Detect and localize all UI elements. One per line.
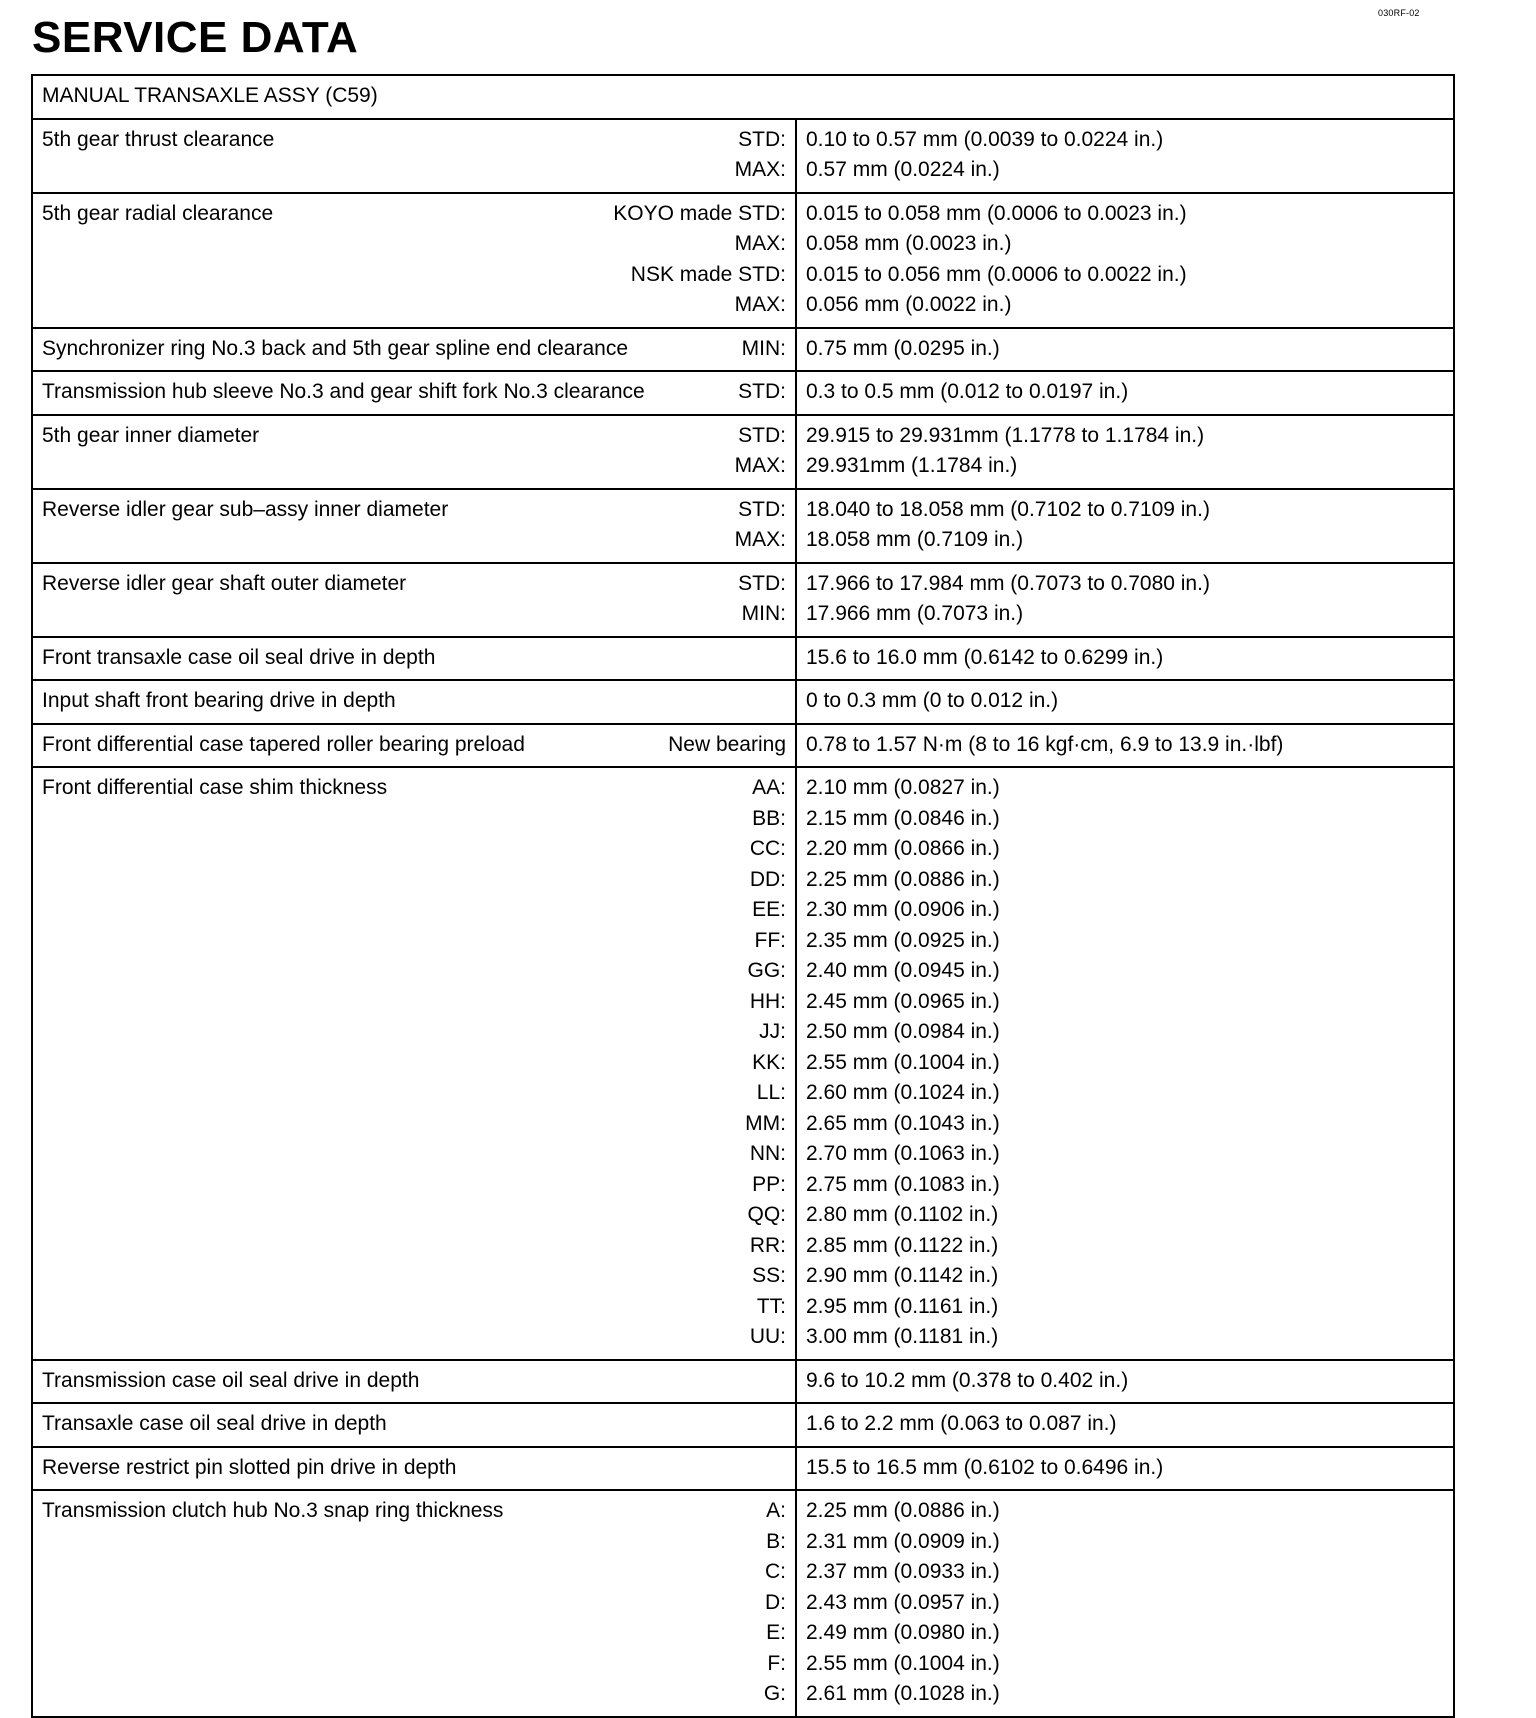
spec-qualifier: New bearing — [668, 732, 786, 756]
spec-value: 18.058 mm (0.7109 in.) — [806, 528, 1024, 551]
spec-item-cell — [32, 563, 796, 637]
spec-qualifier: KOYO made STD: — [613, 201, 786, 225]
spec-row — [32, 1360, 1454, 1404]
spec-qualifier-list — [613, 199, 786, 321]
spec-qualifier: KK: — [752, 1050, 786, 1074]
spec-item-name: 5th gear inner diameter — [42, 423, 260, 447]
spec-qualifier: PP: — [752, 1172, 786, 1196]
spec-qualifier: C: — [765, 1560, 786, 1583]
spec-value: 2.30 mm (0.0906 in.) — [806, 898, 1000, 921]
spec-value: 15.6 to 16.0 mm (0.6142 to 0.6299 in.) — [806, 645, 1164, 669]
spec-qualifier: STD: — [738, 497, 786, 521]
service-data-table — [31, 74, 1455, 1718]
spec-value-cell — [796, 637, 1454, 681]
spec-value: 2.45 mm (0.0965 in.) — [806, 989, 1000, 1013]
spec-qualifier: UU: — [749, 1325, 786, 1348]
spec-item-name: Front transaxle case oil seal drive in depth — [42, 645, 436, 669]
spec-row — [32, 637, 1454, 681]
spec-value: 2.61 mm (0.1028 in.) — [806, 1682, 1000, 1705]
spec-item-cell — [32, 415, 796, 489]
spec-qualifier: QQ: — [747, 1203, 786, 1226]
spec-qualifier: AA: — [752, 776, 786, 799]
spec-value: 0.10 to 0.57 mm (0.0039 to 0.0224 in.) — [806, 127, 1164, 151]
spec-value: 0.57 mm (0.0224 in.) — [806, 158, 1000, 181]
spec-row — [32, 767, 1454, 1360]
spec-value: 2.10 mm (0.0827 in.) — [806, 776, 1000, 799]
spec-value: 2.70 mm (0.1063 in.) — [806, 1142, 1000, 1165]
spec-value: 2.25 mm (0.0886 in.) — [806, 867, 1000, 891]
spec-value-cell — [796, 119, 1454, 193]
spec-value-cell — [796, 680, 1454, 724]
spec-qualifier: F: — [767, 1651, 786, 1675]
section-header-row — [32, 75, 1454, 119]
spec-row — [32, 489, 1454, 563]
spec-qualifier: TT: — [756, 1294, 786, 1318]
spec-row — [32, 680, 1454, 724]
spec-value: 2.20 mm (0.0866 in.) — [806, 837, 1000, 860]
spec-qualifier-list — [745, 773, 786, 1353]
spec-value: 2.43 mm (0.0957 in.) — [806, 1590, 1000, 1614]
spec-qualifier: NSK made STD: — [630, 262, 786, 286]
spec-qualifier: D: — [765, 1590, 786, 1614]
spec-value: 2.90 mm (0.1142 in.) — [806, 1264, 999, 1287]
spec-value-cell — [796, 767, 1454, 1360]
spec-qualifier: CC: — [749, 837, 786, 860]
spec-qualifier: MAX: — [734, 158, 786, 181]
spec-value: 9.6 to 10.2 mm (0.378 to 0.402 in.) — [806, 1368, 1129, 1392]
spec-qualifier: RR: — [749, 1233, 786, 1257]
spec-row — [32, 1490, 1454, 1717]
spec-value: 0.056 mm (0.0022 in.) — [806, 293, 1012, 316]
spec-qualifier-list — [735, 125, 786, 186]
spec-value: 15.5 to 16.5 mm (0.6102 to 0.6496 in.) — [806, 1455, 1164, 1479]
spec-item-name: Front differential case tapered roller bearing preload — [42, 732, 525, 756]
spec-item-name: Front differential case shim thickness — [42, 776, 388, 799]
spec-value: 29.915 to 29.931mm (1.1778 to 1.1784 in.) — [806, 423, 1205, 447]
spec-value-cell — [796, 415, 1454, 489]
spec-item-cell — [32, 371, 796, 415]
spec-value: 2.60 mm (0.1024 in.) — [806, 1081, 1000, 1104]
spec-row — [32, 193, 1454, 328]
page-title: SERVICE DATA — [32, 13, 359, 62]
spec-item-cell — [32, 767, 796, 1360]
spec-value-cell — [796, 1360, 1454, 1404]
spec-value-cell — [796, 371, 1454, 415]
spec-item-cell — [32, 193, 796, 328]
spec-value: 2.37 mm (0.0933 in.) — [806, 1560, 1000, 1583]
spec-qualifier: B: — [766, 1529, 786, 1553]
spec-qualifier: MM: — [745, 1111, 786, 1135]
spec-qualifier: MIN: — [741, 602, 786, 625]
spec-value: 17.966 mm (0.7073 in.) — [806, 602, 1024, 625]
spec-value: 1.6 to 2.2 mm (0.063 to 0.087 in.) — [806, 1412, 1117, 1435]
spec-qualifier: STD: — [738, 380, 786, 403]
spec-value-cell — [796, 1447, 1454, 1491]
spec-item-name: Reverse idler gear sub–assy inner diameter — [42, 497, 449, 521]
spec-value: 0.75 mm (0.0295 in.) — [806, 336, 1000, 360]
spec-value: 0.3 to 0.5 mm (0.012 to 0.0197 in.) — [806, 380, 1129, 403]
spec-value: 2.55 mm (0.1004 in.) — [806, 1050, 1000, 1074]
spec-value: 0.015 to 0.058 mm (0.0006 to 0.0023 in.) — [806, 201, 1187, 225]
spec-row — [32, 119, 1454, 193]
spec-value: 2.65 mm (0.1043 in.) — [806, 1111, 1000, 1135]
spec-item-cell — [32, 724, 796, 768]
spec-row — [32, 724, 1454, 768]
spec-item-name: Transaxle case oil seal drive in depth — [42, 1412, 387, 1435]
spec-value-cell — [796, 1403, 1454, 1447]
spec-qualifier: STD: — [738, 127, 786, 151]
spec-value: 2.31 mm (0.0909 in.) — [806, 1529, 1000, 1553]
spec-qualifier: LL: — [756, 1081, 786, 1104]
spec-qualifier: BB: — [752, 806, 786, 830]
spec-value-cell — [796, 328, 1454, 372]
spec-item-name: Input shaft front bearing drive in depth — [42, 689, 396, 712]
spec-value: 0.058 mm (0.0023 in.) — [806, 232, 1012, 255]
spec-value-cell — [796, 1490, 1454, 1717]
spec-row — [32, 1447, 1454, 1491]
spec-row — [32, 328, 1454, 372]
spec-qualifier-list — [764, 1496, 786, 1710]
spec-qualifier-list — [738, 377, 786, 408]
spec-item-name: Reverse idler gear shaft outer diameter — [42, 571, 407, 595]
spec-qualifier: MIN: — [741, 336, 786, 360]
spec-item-cell — [32, 489, 796, 563]
spec-qualifier-list — [742, 334, 786, 365]
spec-row — [32, 563, 1454, 637]
spec-value: 2.75 mm (0.1083 in.) — [806, 1172, 1000, 1196]
spec-value: 2.80 mm (0.1102 in.) — [806, 1203, 999, 1226]
spec-qualifier: MAX: — [734, 528, 786, 551]
spec-item-name: Synchronizer ring No.3 back and 5th gear spline end clearance — [42, 336, 629, 360]
section-title: MANUAL TRANSAXLE ASSY (C59) — [32, 75, 1454, 119]
spec-item-name: Transmission clutch hub No.3 snap ring thickness — [42, 1499, 504, 1522]
spec-qualifier: FF: — [754, 928, 786, 952]
spec-item-cell — [32, 637, 796, 681]
spec-qualifier: G: — [763, 1682, 786, 1705]
spec-item-name: Transmission case oil seal drive in depth — [42, 1368, 420, 1392]
spec-item-cell — [32, 119, 796, 193]
spec-item-name: 5th gear thrust clearance — [42, 127, 275, 151]
spec-value: 0 to 0.3 mm (0 to 0.012 in.) — [806, 689, 1059, 712]
spec-qualifier: MAX: — [734, 454, 786, 477]
spec-qualifier: MAX: — [734, 293, 786, 316]
spec-item-name: Transmission hub sleeve No.3 and gear shift fork No.3 clearance — [42, 380, 645, 403]
spec-qualifier: JJ: — [759, 1020, 786, 1043]
spec-row — [32, 371, 1454, 415]
spec-qualifier-list — [735, 495, 786, 556]
spec-value: 29.931mm (1.1784 in.) — [806, 454, 1018, 477]
spec-qualifier: SS: — [752, 1264, 786, 1287]
spec-value: 2.35 mm (0.0925 in.) — [806, 928, 1000, 952]
spec-qualifier: E: — [766, 1621, 786, 1644]
document-code: 030RF-02 — [1378, 8, 1420, 18]
spec-qualifier: NN: — [749, 1142, 786, 1165]
spec-value-cell — [796, 563, 1454, 637]
spec-value: 0.015 to 0.056 mm (0.0006 to 0.0022 in.) — [806, 262, 1187, 286]
spec-value: 2.95 mm (0.1161 in.) — [806, 1294, 999, 1318]
spec-qualifier: MAX: — [734, 232, 786, 255]
spec-item-name: Reverse restrict pin slotted pin drive in depth — [42, 1455, 457, 1479]
spec-item-cell — [32, 1447, 796, 1491]
spec-value: 2.25 mm (0.0886 in.) — [806, 1499, 1000, 1522]
spec-value: 18.040 to 18.058 mm (0.7102 to 0.7109 in.) — [806, 497, 1210, 521]
spec-value: 3.00 mm (0.1181 in.) — [806, 1325, 999, 1348]
spec-qualifier: STD: — [738, 423, 786, 447]
spec-value-cell — [796, 193, 1454, 328]
spec-qualifier: EE: — [752, 898, 786, 921]
spec-qualifier: HH: — [749, 989, 786, 1013]
service-data-table-body — [32, 75, 1454, 1717]
spec-item-cell — [32, 1490, 796, 1717]
spec-value: 2.55 mm (0.1004 in.) — [806, 1651, 1000, 1675]
spec-item-cell — [32, 328, 796, 372]
spec-item-cell — [32, 1360, 796, 1404]
spec-item-cell — [32, 1403, 796, 1447]
spec-item-name: 5th gear radial clearance — [42, 201, 274, 225]
spec-qualifier: STD: — [738, 571, 786, 595]
spec-qualifier-list — [668, 730, 786, 761]
spec-value-cell — [796, 724, 1454, 768]
spec-value: 17.966 to 17.984 mm (0.7073 to 0.7080 in.) — [806, 571, 1210, 595]
spec-row — [32, 1403, 1454, 1447]
spec-row — [32, 415, 1454, 489]
spec-value: 2.49 mm (0.0980 in.) — [806, 1621, 1000, 1644]
spec-qualifier-list — [735, 421, 786, 482]
spec-value: 2.15 mm (0.0846 in.) — [806, 806, 1000, 830]
spec-item-cell — [32, 680, 796, 724]
spec-qualifier: A: — [766, 1499, 786, 1522]
spec-qualifier-list — [738, 569, 786, 630]
spec-value: 2.50 mm (0.0984 in.) — [806, 1020, 1000, 1043]
spec-value-cell — [796, 489, 1454, 563]
spec-qualifier: DD: — [749, 867, 786, 891]
spec-value: 2.40 mm (0.0945 in.) — [806, 959, 1000, 982]
spec-value: 2.85 mm (0.1122 in.) — [806, 1233, 999, 1257]
spec-value: 0.78 to 1.57 N·m (8 to 16 kgf·cm, 6.9 to 13.9 in.·lbf) — [806, 732, 1284, 756]
spec-qualifier: GG: — [747, 959, 786, 982]
